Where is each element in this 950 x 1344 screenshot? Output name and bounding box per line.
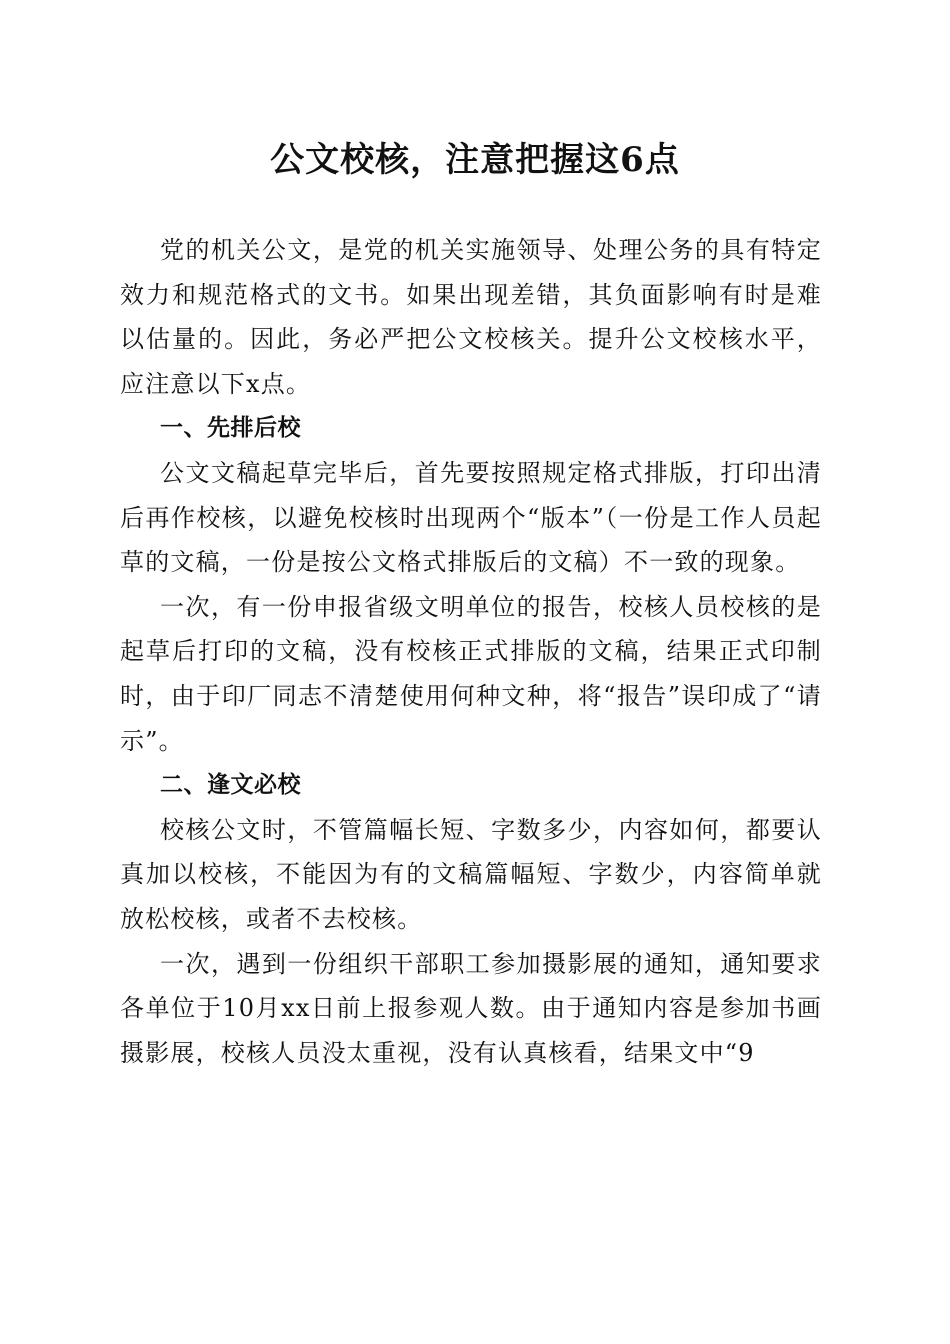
section-heading: 一、先排后校 <box>160 415 301 442</box>
section-heading: 二、逢文必校 <box>160 772 301 799</box>
section-2 <box>120 763 822 1075</box>
body-paragraph: 公文文稿起草完毕后，首先要按照规定格式排版，打印出清后再作校核，以避免校核时出现两个“版本”（一份是工作人员起草的文稿，一份是按公文格式排版后的文稿）不一致的现象。 <box>120 458 822 577</box>
document-body <box>120 228 822 1075</box>
document-title: 公文校核，注意把握这6点 <box>270 140 680 180</box>
section-1 <box>120 406 822 763</box>
body-paragraph: 一次，遇到一份组织干部职工参加摄影展的通知，通知要求各单位于10月xx日前上报参观人数。由于通知内容是参加书画摄影展，校核人员没太重视，没有认真核看，结果文中“9 <box>120 949 822 1067</box>
body-paragraph: 一次，有一份申报省级文明单位的报告，校核人员校核的是起草后打印的文稿，没有校核正式排版的文稿，结果正式印制时，由于印厂同志不清楚使用何种文种，将“报告”误印成了“请示”。 <box>120 592 822 755</box>
body-paragraph: 校核公文时，不管篇幅长短、字数多少，内容如何，都要认真加以校核，不能因为有的文稿篇幅短、字数少，内容简单就放松校核，或者不去校核。 <box>120 815 822 933</box>
intro-paragraph: 党的机关公文，是党的机关实施领导、处理公务的具有特定效力和规范格式的文书。如果出现差错，其负面影响有时是难以估量的。因此，务必严把公文校核关。提升公文校核水平，应注意以下x点。 <box>120 236 822 398</box>
